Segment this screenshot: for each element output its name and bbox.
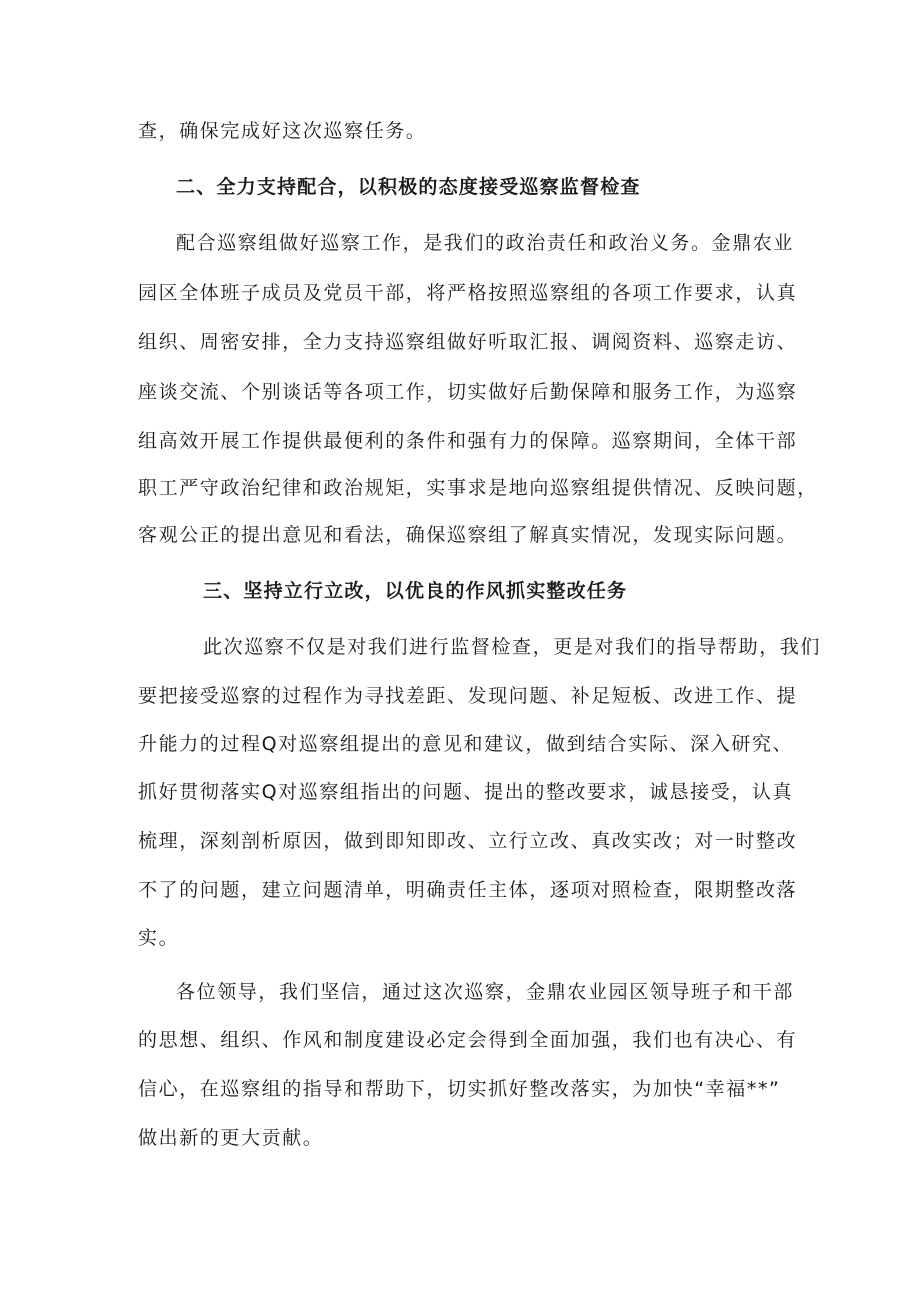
paragraph-line: 的思想、组织、作风和制度建设必定会得到全面加强，我们也有决心、有 <box>138 1029 798 1051</box>
paragraph-line: 配合巡察组做好巡察工作，是我们的政治责任和政治义务。金鼎农业 <box>176 232 795 254</box>
paragraph-line: 座谈交流、个别谈话等各项工作，切实做好后勤保障和服务工作，为巡察 <box>138 381 798 403</box>
paragraph-line: 组高效开展工作提供最便利的条件和强有力的保障。巡察期间，全体干部 <box>138 430 798 452</box>
paragraph-line: 各位领导，我们坚信，通过这次巡察，金鼎农业园区领导班子和干部 <box>176 981 795 1003</box>
paragraph-line: 实。 <box>138 927 180 949</box>
paragraph-line: 此次巡察不仅是对我们进行监督检查，更是对我们的指导帮助，我们 <box>203 636 822 658</box>
paragraph-line: 做出新的更大贡献。 <box>138 1127 324 1149</box>
paragraph-line: 职工严守政治纪律和政治规矩，实事求是地向巡察组提供情况、反映问题， <box>138 477 818 499</box>
paragraph-line: 客观公正的提出意见和看法，确保巡察组了解真实情况，发现实际问题。 <box>138 524 798 546</box>
paragraph-line: 组织、周密安排，全力支持巡察组做好听取汇报、调阅资料、巡察走访、 <box>138 331 798 353</box>
paragraph-line: 不了的问题，建立问题清单，明确责任主体，逐项对照检查，限期整改落 <box>138 879 798 901</box>
paragraph-line: 查，确保完成好这次巡察任务。 <box>138 120 427 142</box>
paragraph-line: 要把接受巡察的过程作为寻找差距、发现问题、补足短板、改进工作、提 <box>138 685 798 707</box>
section-heading-2: 二、全力支持配合，以积极的态度接受巡察监督检查 <box>176 176 641 198</box>
paragraph-line: 信心，在巡察组的指导和帮助下，切实抓好整改落实，为加快“幸福**” <box>138 1078 781 1100</box>
paragraph-line: 梳理，深刻剖析原因，做到即知即改、立行立改、真改实改；对一时整改 <box>138 830 798 852</box>
paragraph-line: 抓好贯彻落实Q对巡察组指出的问题、提出的整改要求，诚恳接受，认真 <box>138 781 794 803</box>
paragraph-line: 升能力的过程Q对巡察组提出的意见和建议，做到结合实际、深入研究、 <box>138 733 794 755</box>
paragraph-line: 园区全体班子成员及党员干部，将严格按照巡察组的各项工作要求，认真 <box>138 282 798 304</box>
section-heading-3: 三、坚持立行立改，以优良的作风抓实整改任务 <box>203 580 628 602</box>
